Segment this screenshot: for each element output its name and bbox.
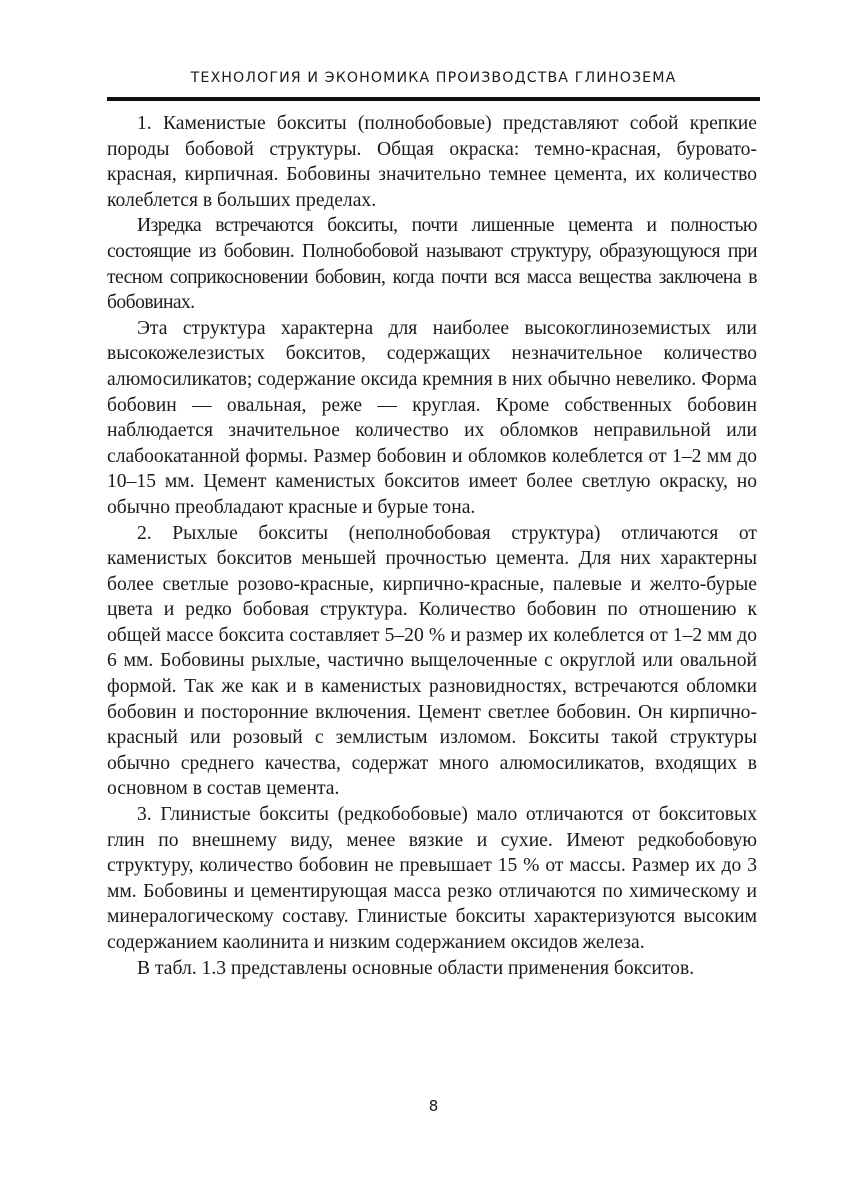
paragraph-full-bean-structure: Изредка встречаются бокситы, почти лишенные цемента и полностью состоящие из бобовин. Полнобобовой называют структуру, образующуюся при тесном соприкосновении бобовин, когда почти вся масса вещества заключена в бобовинах. xyxy=(107,215,757,314)
page-number: 8 xyxy=(428,1097,439,1115)
paragraph-stony-bauxites: 1. Каменистые бокситы (полнобобовые) представляют собой крепкие породы бобовой структуры. Общая окраска: темно-красная, буровато-красная, кирпичная. Бобовины значительно темнее цемента, их количество колеблется в больших пределах. xyxy=(107,113,757,211)
paragraph-structure-characteristics: Эта структура характерна для наиболее высокоглиноземистых или высокожелезистых бокситов, содержащих незначительное количество алюмосиликатов; содержание оксида кремния в них обычно невелико. Форма бобовин — овальная, реже — круглая. Кроме собственных бобовин наблюдается значительное количество их обломков неправильной или слабоокатанной формы. Размер бобовин и обломков колеблется от 1–2 мм до 10–15 мм. Цемент каменистых бокситов имеет более светлую окраску, но обычно преобладают красные и бурые тона. xyxy=(107,317,757,518)
paragraph-clay-bauxites: 3. Глинистые бокситы (редкобобовые) мало отличаются от бокситовых глин по внешнему виду, менее вязкие и сухие. Имеют редкобобовую структуру, количество бобовин не превышает 15 % от массы. Размер их до 3 мм. Бобовины и цементирующая масса резко отличаются по химическому и минералогическому составу. Глинистые бокситы характеризуются высоким содержанием каолинита и низким содержанием оксидов железа. xyxy=(107,804,757,953)
body-text xyxy=(107,111,757,981)
paragraph-table-reference: В табл. 1.3 представлены основные области применения бокситов. xyxy=(137,957,695,979)
header-rule xyxy=(107,97,760,101)
paragraph-loose-bauxites: 2. Рыхлые бокситы (неполнобобовая структура) отличаются от каменистых бокситов меньшей прочностью цемента. Для них характерны более светлые розово-красные, кирпично-красные, палевые и желто-бурые цвета и редко бобовая структура. Количество бобовин по отношению к общей массе боксита составляет 5–20 % и размер их колеблется от 1–2 мм до 6 мм. Бобовины рыхлые, частично выщелоченные с округлой или овальной формой. Так же как и в каменистых разновидностях, встречаются обломки бобовин и посторонние включения. Цемент светлее бобовин. Он кирпично-красный или розовый с землистым изломом. Бокситы такой структуры обычно среднего качества, содержат много алюмосиликатов, входящих в основном в состав цемента. xyxy=(107,522,757,800)
running-head-title: ТЕХНОЛОГИЯ И ЭКОНОМИКА ПРОИЗВОДСТВА ГЛИНОЗЕМА xyxy=(190,70,677,86)
